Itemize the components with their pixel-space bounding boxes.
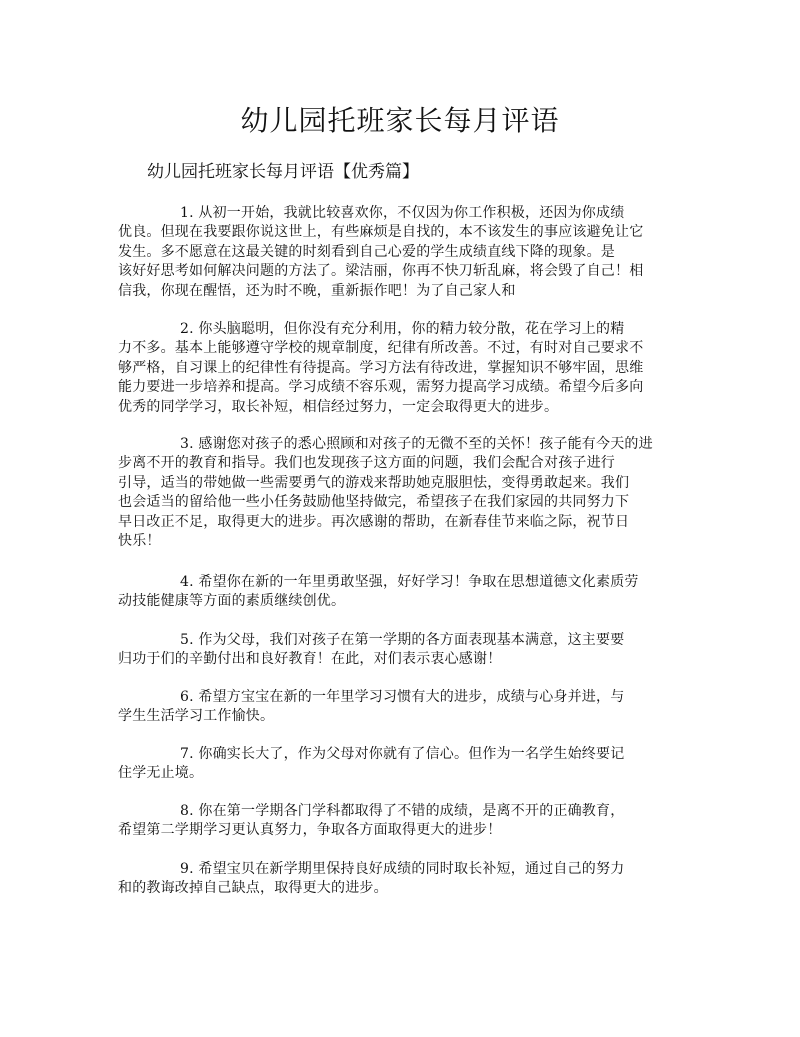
paragraph-line: 能力要进一步培养和提高。学习成绩不容乐观，需努力提高学习成绩。希望今后多向 — [118, 379, 644, 396]
paragraph-line: 7. 你确实长大了，作为父母对你就有了信心。但作为一名学生始终要记 — [180, 746, 625, 762]
comment-paragraph-5 — [118, 631, 624, 670]
comment-paragraph-1 — [118, 204, 643, 301]
paragraph-line: 希望第二学期学习更认真努力，争取各方面取得更大的进步！ — [118, 822, 502, 839]
comment-paragraph-2 — [118, 320, 643, 417]
paragraph-line: 4. 希望你在新的一年里勇敢坚强，好好学习！争取在思想道德文化素质劳 — [180, 574, 639, 590]
paragraph-line: 力不多。基本上能够遵守学校的规章制度，纪律有所改善。不过，有时对自己要求不 — [118, 340, 644, 357]
comment-paragraph-8 — [118, 802, 624, 841]
paragraph-line: 8. 你在第一学期各门学科都取得了不错的成绩，是离不开的正确教育， — [180, 803, 625, 819]
paragraph-line: 快乐！ — [118, 533, 161, 550]
paragraph-line: 5. 作为父母，我们对孩子在第一学期的各方面表现基本满意，这主要要 — [180, 632, 625, 648]
paragraph-line: 归功于们的辛勤付出和良好教育！在此，对们表示衷心感谢！ — [118, 651, 502, 668]
paragraph-line: 发生。多不愿意在这最关键的时刻看到自己心爱的学生成绩直线下降的现象。是 — [118, 243, 615, 260]
paragraph-line: 动技能健康等方面的素质继续创优。 — [118, 593, 346, 610]
paragraph-line: 优良。但现在我要跟你说这世上，有些麻烦是自找的，本不该发生的事应该避免让它 — [118, 224, 644, 241]
paragraph-line: 1. 从初一开始，我就比较喜欢你，不仅因为你工作积极，还因为你成绩 — [180, 205, 625, 221]
paragraph-line: 够严格，自习课上的纪律性有待提高。学习方法有待改进，掌握知识不够牢固，思维 — [118, 359, 644, 376]
paragraph-line: 9. 希望宝贝在新学期里保持良好成绩的同时取长补短，通过自己的努力 — [180, 861, 625, 877]
paragraph-line: 引导，适当的带她做一些需要勇气的游戏来帮助她克服胆怯，变得勇敢起来。我们 — [118, 474, 630, 491]
comment-paragraph-3 — [118, 435, 653, 551]
paragraph-line: 3. 感谢您对孩子的悉心照顾和对孩子的无微不至的关怀！孩子能有今天的进 — [180, 436, 653, 452]
paragraph-line: 学生生活学习工作愉快。 — [118, 708, 275, 725]
comment-paragraph-6 — [118, 688, 624, 727]
paragraph-line: 步离不开的教育和指导。我们也发现孩子这方面的问题，我们会配合对孩子进行 — [118, 455, 615, 472]
paragraph-line: 早日改正不足，取得更大的进步。再次感谢的帮助，在新春佳节来临之际，祝节日 — [118, 513, 630, 530]
document-subtitle: 幼儿园托班家长每月评语【优秀篇】 — [147, 162, 419, 182]
paragraph-line: 和的教诲改掉自己缺点，取得更大的进步。 — [118, 880, 388, 897]
paragraph-line: 住学无止境。 — [118, 765, 204, 782]
document-title: 幼儿园托班家长每月评语 — [240, 104, 560, 137]
paragraph-line: 6. 希望方宝宝在新的一年里学习习惯有大的进步，成绩与心身并进，与 — [180, 689, 625, 705]
comment-paragraph-9 — [118, 860, 624, 899]
paragraph-line: 信我，你现在醒悟，还为时不晚，重新振作吧！为了自己家人和 — [118, 282, 516, 299]
paragraph-line: 2. 你头脑聪明，但你没有充分利用，你的精力较分散，花在学习上的精 — [180, 321, 625, 337]
paragraph-line: 也会适当的留给他一些小任务鼓励他坚持做完，希望孩子在我们家园的共同努力下 — [118, 494, 630, 511]
comment-paragraph-7 — [118, 745, 624, 784]
comment-paragraph-4 — [118, 573, 639, 612]
paragraph-line: 优秀的同学学习，取长补短，相信经过努力，一定会取得更大的进步。 — [118, 398, 559, 415]
paragraph-line: 该好好思考如何解决问题的方法了。梁洁丽，你再不快刀斩乱麻，将会毁了自己！相 — [118, 263, 644, 280]
